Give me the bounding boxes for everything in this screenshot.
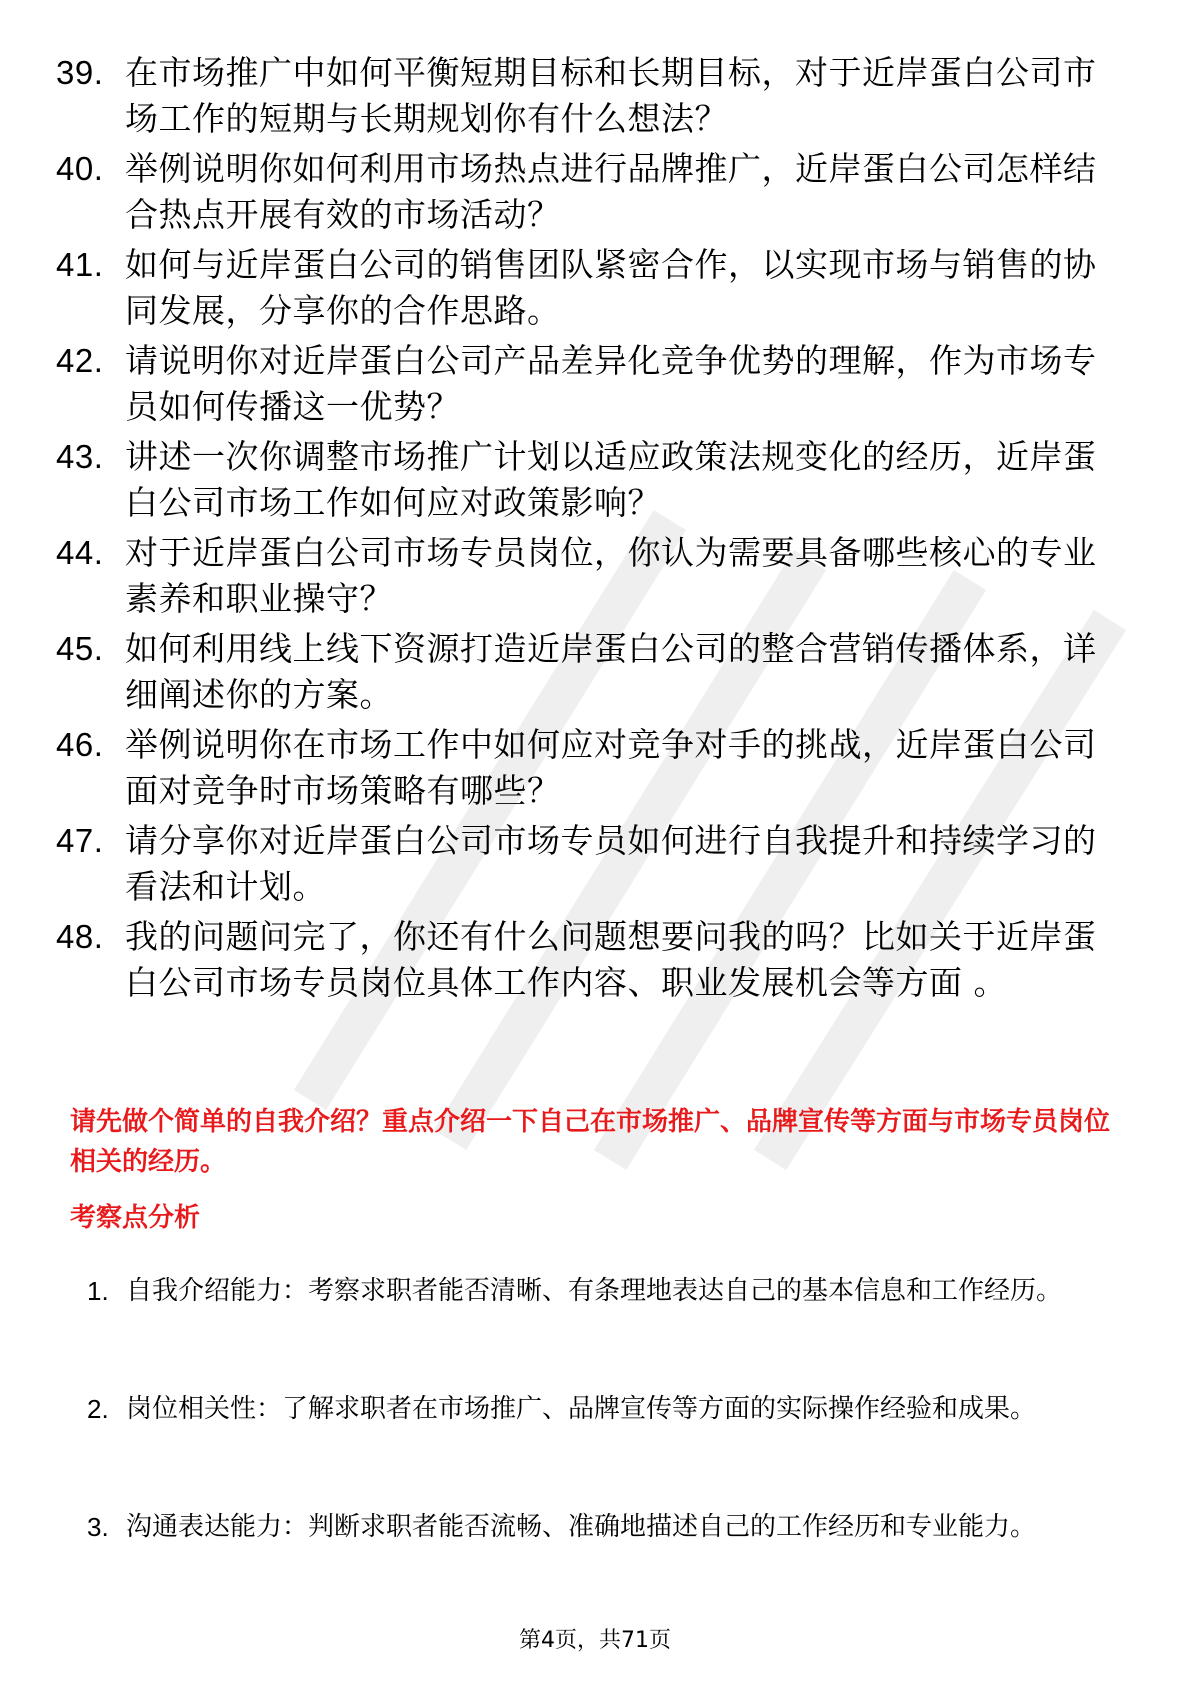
question-text: 如何利用线上线下资源打造近岸蛋白公司的整合营销传播体系，详细阐述你的方案。 [125, 629, 1097, 714]
question-text: 举例说明你如何利用市场热点进行品牌推广，近岸蛋白公司怎样结合热点开展有效的市场活动？ [125, 149, 1097, 234]
question-number: 44. [56, 534, 104, 571]
question-number: 39. [56, 54, 104, 91]
analysis-number: 3. [87, 1512, 109, 1542]
question-number: 45. [56, 630, 104, 667]
analysis-text: 沟通表达能力：判断求职者能否流畅、准确地描述自己的工作经历和专业能力。 [126, 1512, 1037, 1542]
analysis-text: 岗位相关性：了解求职者在市场推广、品牌宣传等方面的实际操作经验和成果。 [126, 1394, 1037, 1424]
question-number: 48. [56, 918, 104, 955]
page-footer: 第4页，共71页 [519, 1628, 671, 1653]
question-number: 47. [56, 822, 104, 859]
question-text: 在市场推广中如何平衡短期目标和长期目标，对于近岸蛋白公司市场工作的短期与长期规划你有什么想法？ [125, 53, 1097, 138]
question-text: 讲述一次你调整市场推广计划以适应政策法规变化的经历，近岸蛋白公司市场工作如何应对政策影响？ [125, 437, 1097, 522]
section-heading: 考察点分析 [70, 1203, 201, 1233]
question-text: 举例说明你在市场工作中如何应对竞争对手的挑战，近岸蛋白公司面对竞争时市场策略有哪些？ [125, 725, 1097, 810]
question-number: 43. [56, 438, 104, 475]
question-text: 请说明你对近岸蛋白公司产品差异化竞争优势的理解，作为市场专员如何传播这一优势？ [125, 341, 1097, 426]
question-text: 对于近岸蛋白公司市场专员岗位，你认为需要具备哪些核心的专业素养和职业操守？ [125, 533, 1097, 618]
analysis-number: 1. [87, 1276, 109, 1306]
question-number: 42. [56, 342, 104, 379]
question-number: 46. [56, 726, 104, 763]
highlighted-question: 请先做个简单的自我介绍？重点介绍一下自己在市场推广、品牌宣传等方面与市场专员岗位相关的经历。 [70, 1107, 1111, 1177]
question-text: 请分享你对近岸蛋白公司市场专员如何进行自我提升和持续学习的看法和计划。 [125, 821, 1097, 906]
analysis-number: 2. [87, 1394, 109, 1424]
analysis-text: 自我介绍能力：考察求职者能否清晰、有条理地表达自己的基本信息和工作经历。 [126, 1276, 1063, 1306]
question-text: 如何与近岸蛋白公司的销售团队紧密合作，以实现市场与销售的协同发展，分享你的合作思路。 [125, 245, 1097, 330]
question-number: 41. [56, 246, 104, 283]
question-text: 我的问题问完了，你还有什么问题想要问我的吗？比如关于近岸蛋白公司市场专员岗位具体工作内容、职业发展机会等方面 。 [125, 917, 1097, 1002]
question-number: 40. [56, 150, 104, 187]
